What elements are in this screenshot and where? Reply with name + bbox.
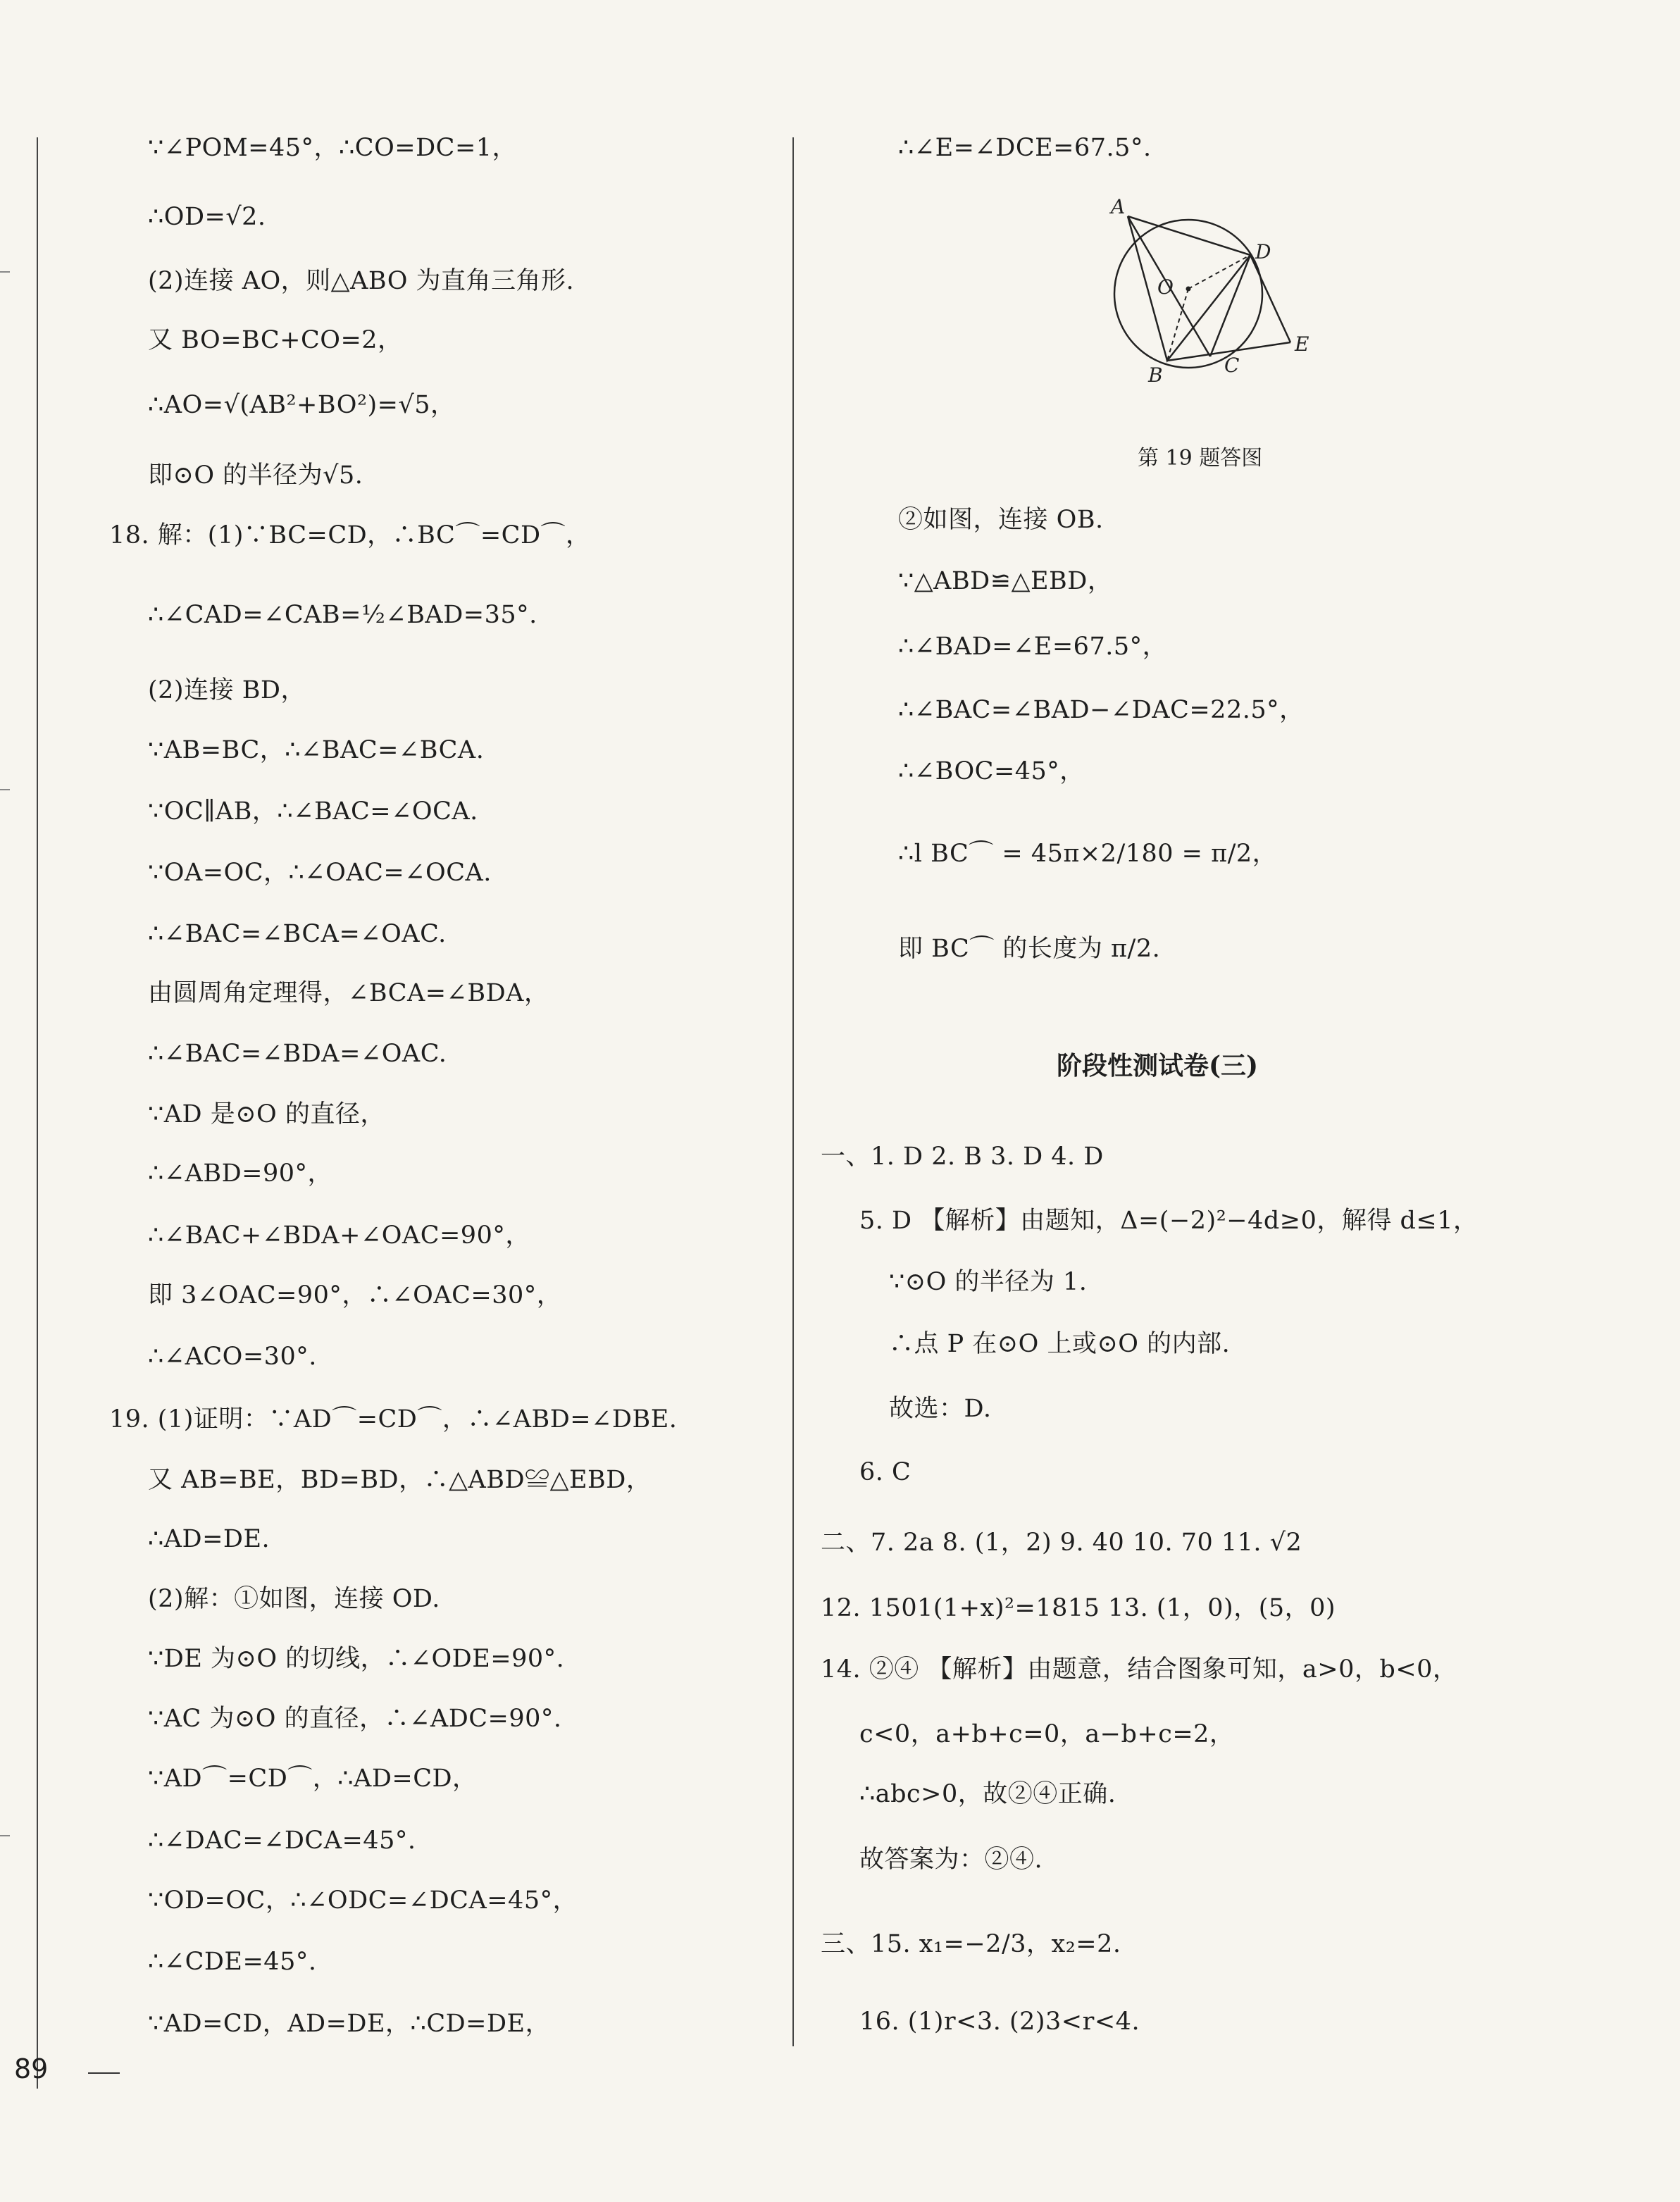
answer-line: ∴abc>0，故②④正确. bbox=[859, 1780, 1116, 1808]
label-b: B bbox=[1148, 363, 1163, 387]
circle-o bbox=[1114, 220, 1262, 368]
label-d: D bbox=[1255, 240, 1271, 263]
center-point-o bbox=[1186, 287, 1191, 292]
solution-line: ∵AD=CD，AD=DE，∴CD=DE， bbox=[148, 2010, 551, 2038]
answer-line: 12. 1501(1+x)²=1815 13. (1，0)，(5，0) bbox=[821, 1594, 1336, 1622]
solution-line: ∵OC∥AB，∴∠BAC=∠OCA. bbox=[148, 797, 478, 826]
answer-line: 14. ②④ 【解析】由题意，结合图象可知，a>0，b<0， bbox=[821, 1655, 1458, 1684]
solution-line: ∵OD=OC，∴∠ODC=∠DCA=45°， bbox=[148, 1886, 578, 1915]
answer-line: 二、7. 2a 8. (1，2) 9. 40 10. 70 11. √2 bbox=[821, 1529, 1302, 1557]
solution-line: ②如图，连接 OB. bbox=[898, 506, 1104, 534]
solution-line: ∴∠BAC=∠BCA=∠OAC. bbox=[148, 920, 447, 948]
answer-line: 16. (1)r<3. (2)3<r<4. bbox=[859, 2008, 1140, 2036]
section-title: 阶段性测试卷(三) bbox=[1057, 1051, 1259, 1081]
figure-caption: 第 19 题答图 bbox=[1138, 446, 1263, 471]
segment-od bbox=[1188, 255, 1250, 289]
solution-line: 又 AB=BE，BD=BD，∴△ABD≌△EBD， bbox=[148, 1466, 652, 1494]
answer-line: 故答案为：②④. bbox=[859, 1846, 1043, 1874]
solution-line: ∵DE 为⊙O 的切线，∴∠ODE=90°. bbox=[148, 1645, 565, 1673]
label-a: A bbox=[1111, 195, 1126, 218]
question-19: 19. (1)证明：∵AD⌒=CD⌒，∴∠ABD=∠DBE. bbox=[109, 1405, 678, 1433]
solution-line: ∵∠POM=45°，∴CO=DC=1， bbox=[148, 134, 518, 162]
answer-line: 故选：D. bbox=[889, 1395, 992, 1423]
page-number-dash bbox=[88, 2072, 120, 2074]
column-divider bbox=[792, 137, 794, 2046]
solution-line: ∴∠BAC=∠BAD−∠DAC=22.5°， bbox=[898, 696, 1305, 724]
label-o: O bbox=[1157, 275, 1174, 299]
left-margin-rule bbox=[37, 137, 38, 2089]
solution-line: ∵AD⌒=CD⌒，∴AD=CD， bbox=[148, 1765, 478, 1793]
solution-line: ∴∠BOC=45°， bbox=[898, 757, 1085, 785]
solution-line: 即 BC⌒ 的长度为 π/2. bbox=[898, 935, 1161, 963]
label-c: C bbox=[1224, 354, 1240, 377]
edge-tick bbox=[0, 271, 10, 273]
solution-line: 又 BO=BC+CO=2， bbox=[148, 326, 403, 354]
solution-line: ∴∠E=∠DCE=67.5°. bbox=[898, 134, 1152, 162]
circle-geometry-figure bbox=[1078, 190, 1331, 394]
solution-line: 由圆周角定理得，∠BCA=∠BDA， bbox=[148, 979, 549, 1007]
solution-line: ∵OA=OC，∴∠OAC=∠OCA. bbox=[148, 859, 492, 887]
answer-line: 6. C bbox=[859, 1458, 911, 1486]
solution-line: (2)连接 BD， bbox=[148, 676, 306, 704]
answer-line: 三、15. x₁=−2/3，x₂=2. bbox=[821, 1930, 1121, 1958]
solution-line: ∵AB=BC，∴∠BAC=∠BCA. bbox=[148, 736, 485, 764]
solution-line: ∵AC 为⊙O 的直径，∴∠ADC=90°. bbox=[148, 1705, 562, 1733]
solution-line: ∵△ABD≌△EBD， bbox=[898, 567, 1113, 595]
question-18: 18. 解：(1)∵BC=CD，∴BC⌒=CD⌒， bbox=[109, 521, 591, 549]
solution-line: ∴∠ABD=90°， bbox=[148, 1159, 333, 1188]
edge-tick bbox=[0, 789, 10, 790]
answer-line: ∵⊙O 的半径为 1. bbox=[889, 1268, 1088, 1296]
solution-line: ∴∠BAC+∠BDA+∠OAC=90°， bbox=[148, 1221, 530, 1250]
solution-line: ∴AD=DE. bbox=[148, 1525, 270, 1553]
segment-de bbox=[1250, 255, 1290, 342]
solution-line: ∴l BC⌒ = 45π×2/180 = π/2， bbox=[898, 840, 1278, 868]
solution-line: ∴∠CAD=∠CAB=½∠BAD=35°. bbox=[148, 601, 537, 629]
solution-line: ∴∠DAC=∠DCA=45°. bbox=[148, 1827, 416, 1855]
solution-line: ∵AD 是⊙O 的直径， bbox=[148, 1100, 385, 1128]
solution-line: ∴∠BAC=∠BDA=∠OAC. bbox=[148, 1040, 447, 1068]
label-e: E bbox=[1295, 332, 1309, 356]
solution-line: ∴OD=√2. bbox=[148, 203, 266, 231]
answer-line: ∴点 P 在⊙O 上或⊙O 的内部. bbox=[889, 1330, 1231, 1358]
solution-line: ∴∠BAD=∠E=67.5°， bbox=[898, 633, 1168, 661]
edge-tick bbox=[0, 1835, 10, 1836]
answer-line: 一、1. D 2. B 3. D 4. D bbox=[821, 1143, 1104, 1171]
solution-line: (2)解：①如图，连接 OD. bbox=[148, 1585, 440, 1613]
solution-line: 即 3∠OAC=90°，∴∠OAC=30°， bbox=[148, 1281, 562, 1310]
solution-line: ∴∠ACO=30°. bbox=[148, 1343, 317, 1371]
answer-line: c<0，a+b+c=0，a−b+c=2， bbox=[859, 1720, 1235, 1748]
answer-line: 5. D 【解析】由题知，Δ=(−2)²−4d≥0，解得 d≤1， bbox=[859, 1207, 1479, 1235]
page-number: 89 bbox=[14, 2053, 49, 2084]
solution-line: ∴AO=√(AB²+BO²)=√5， bbox=[148, 391, 456, 419]
solution-line: ∴∠CDE=45°. bbox=[148, 1948, 317, 1976]
solution-line: 即⊙O 的半径为√5. bbox=[148, 461, 363, 490]
solution-line: (2)连接 AO，则△ABO 为直角三角形. bbox=[148, 267, 575, 295]
